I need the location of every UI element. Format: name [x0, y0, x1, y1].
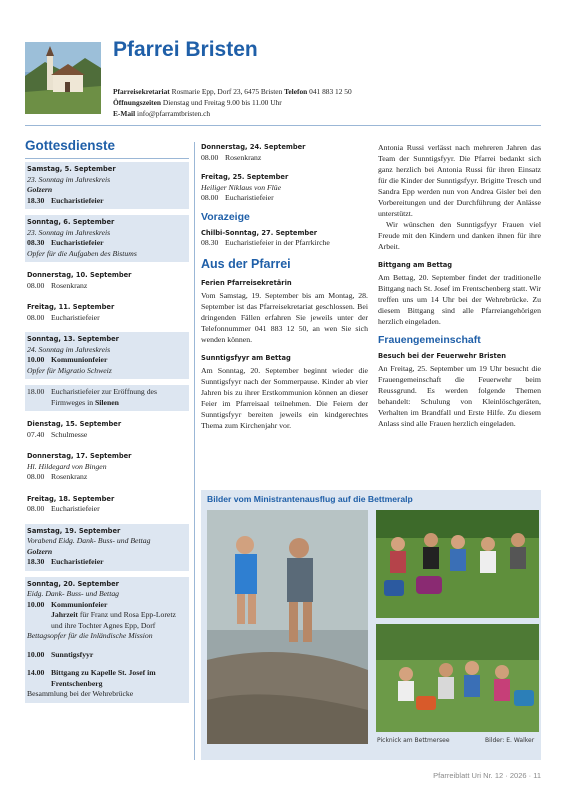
service-time: 10.00	[27, 355, 45, 364]
service-time: 14.00	[27, 668, 45, 677]
service-occasion: 23. Sonntag im Jahreskreis	[27, 174, 111, 184]
sunntigsfyyr-team-text: Antonia Russi verlässt nach mehreren Jahren das Team der Sunntigsfyyr. Die Pfarrei bedankt sich ganz herzlich bei Antonia Russi für ihren Einsatz für die Kinder der Sunntigsfyyr. Brigitte Tresch und Sandra Epp werden nun von Andrea Gisler bei den Vorbereitungen und der Durchführung der Anlässe unterstützt.	[378, 143, 541, 218]
service-block	[25, 492, 189, 518]
feuerwehr-text: An Freitag, 25. September um 19 Uhr besucht die Frauengemeinschaft die Feuerwehr beim Reussgrund. Es werden folgende Themen behandelt: Schulung von Kleinlöschgeräten, Verhalten im Brandfall und Erste Hilfe. Zu diesem Anlass sind alle Frauen herzlich eingeladen.	[378, 364, 541, 428]
page-title: Pfarrei Bristen	[113, 38, 258, 61]
service-block	[25, 577, 189, 703]
service-occasion: 23. Sonntag im Jahreskreis	[27, 227, 111, 237]
service-date: Dienstag, 15. September	[27, 420, 122, 428]
service-occasion: Hl. Hildegard von Bingen	[27, 461, 107, 471]
phone-number: 041 883 12 50	[309, 87, 352, 96]
secretariat-address: Rosmarie Epp, Dorf 23, 6475 Bristen	[171, 87, 283, 96]
contact-line-email	[113, 108, 533, 119]
service-time: 08.00	[27, 280, 45, 290]
photo-picnic-group	[376, 510, 539, 618]
service-time: 08.30	[27, 238, 45, 247]
vorazeige-heading: Vorazeige	[201, 210, 250, 223]
bittgang-text: Am Bettag, 20. September findet der traditionelle Bittgang nach St. Josef im Frentschenberg statt. Wir treffen uns um 14 Uhr bei der Wehrebrücke. Zu diesem Bittgang sind alle Pfarreiangehörigen herzlich eingeladen.	[378, 273, 541, 326]
service-offering: Opfer für die Aufgaben des Bistums	[27, 248, 137, 258]
service-block	[25, 268, 189, 294]
service-occasion: Eidg. Dank- Buss- und Bettag	[27, 589, 120, 598]
ferien-text: Vom Samstag, 19. September bis am Montag, 28. September ist das Pfarreisekretariat geschlossen. Bei dringenden Fällen erfahren Sie jeweils unter der Telefonnummer 041 883 12 50, an wen Sie sich wenden können.	[201, 290, 368, 344]
photo-children-in-mud	[207, 510, 368, 744]
service-event: Eucharistiefeier	[51, 238, 104, 247]
service-time: 08.00	[201, 193, 219, 202]
service-event: Bittgang zu Kapelle St. Josef im Frentschenberg	[51, 668, 156, 688]
service-block	[25, 215, 189, 262]
service-date: Donnerstag, 10. September	[27, 271, 132, 279]
contact-info	[113, 86, 533, 119]
photo-credit: Bilder: E. Walker	[485, 737, 535, 744]
service-block	[25, 417, 189, 443]
service-event: Eucharistiefeier in der Pfarrkirche	[225, 238, 330, 247]
service-event: Eucharistiefeier	[51, 557, 104, 566]
service-date: Donnerstag, 24. September	[201, 143, 306, 151]
service-block	[201, 142, 368, 163]
service-time: 18.00	[27, 387, 45, 396]
service-block	[25, 524, 189, 571]
section-rule	[25, 158, 189, 159]
page-footer: Pfarreiblatt Uri Nr. 12 · 2026 · 11	[433, 771, 541, 780]
column-divider	[194, 142, 195, 760]
service-date: Donnerstag, 17. September	[27, 452, 132, 460]
service-date: Samstag, 19. September	[27, 526, 121, 535]
photo-box-title: Bilder vom Ministrantenausflug auf die Bettmeralp	[207, 494, 413, 504]
service-time: 08.00	[27, 312, 45, 322]
service-offering: Opfer für Migratio Schweiz	[27, 365, 112, 375]
bittgang-subheading: Bittgang am Bettag	[378, 261, 453, 269]
hours-text: Dienstag und Freitag 9.00 bis 11.00 Uhr	[162, 98, 282, 107]
sunntigsfyyr-text: Am Sonntag, 20. September beginnt wieder die Sunntigsfyyr nach der Sommerpause. Kinder ab vier Jahren bis zu ihrer Erstkommunion können an dieser Feier im Pfarreisaal teilnehmen. Die Feiern der Sunntigsfyyr bereiten jeweils ein kindgerechtes Thema zum Kirchenjahr vor.	[201, 365, 368, 430]
meeting-point: Besammlung bei der Wehrebrücke	[27, 689, 134, 698]
service-block	[25, 385, 189, 411]
email-label: E-Mail	[113, 109, 136, 118]
secretariat-label: Pfarreisekretariat	[113, 87, 170, 96]
email-link[interactable]: info@pfarramtbristen.ch	[137, 109, 211, 118]
service-event: Schulmesse	[51, 429, 88, 439]
service-event: Kommunionfeier	[51, 355, 108, 364]
service-block	[25, 300, 189, 326]
service-date: Freitag, 18. September	[27, 494, 115, 503]
sunntigsfyyr-subheading: Sunntigsfyyr am Bettag	[201, 353, 291, 362]
service-time: 18.30	[27, 195, 45, 205]
contact-line-secretariat	[113, 86, 533, 97]
service-occasion: Heiliger Niklaus von Flüe	[201, 182, 282, 192]
service-date: Freitag, 25. September	[201, 173, 289, 181]
service-block	[201, 172, 368, 204]
jahrzeit-label: Jahrzeit	[51, 610, 78, 619]
service-location: Golzern	[27, 546, 53, 556]
gottesdienste-column	[25, 138, 189, 709]
jahrzeit-text: für Franz und Rosa Epp-Loretz und ihre Tochter Agnes Epp, Dorf	[51, 610, 176, 630]
column-two	[201, 142, 368, 431]
service-offering: Bettagsopfer für die Inländische Mission	[27, 631, 153, 640]
service-time: 10.00	[27, 649, 45, 659]
service-time: 18.30	[27, 557, 45, 566]
service-time: 10.00	[27, 599, 45, 609]
service-occasion: 24. Sonntag im Jahreskreis	[27, 344, 111, 354]
service-date: Sonntag, 6. September	[27, 218, 115, 226]
feuerwehr-subheading: Besuch bei der Feuerwehr Bristen	[378, 352, 507, 360]
ferien-subheading: Ferien Pfarreisekretärin	[201, 278, 292, 287]
header-divider	[25, 125, 541, 126]
service-event: Sunntigsfyyr	[51, 649, 94, 659]
service-block	[25, 449, 189, 486]
gottesdienste-heading: Gottesdienste	[25, 138, 116, 153]
sunntigsfyyr-thanks-text: Wir wünschen den Sunntigsfyyr Frauen viel Freude mit den Kindern und danken ihnen für ihre Arbeit.	[378, 220, 541, 251]
service-time: 08.30	[201, 238, 219, 247]
service-location: Silenen	[95, 397, 119, 407]
service-event: Eucharistiefeier zur Eröffnung des Firmweges in	[51, 387, 157, 407]
service-location: Golzern	[27, 185, 53, 194]
service-time: 08.00	[27, 504, 45, 513]
service-date: Sonntag, 13. September	[27, 335, 119, 343]
hours-label: Öffnungszeiten	[113, 98, 162, 107]
frauengemeinschaft-heading: Frauengemeinschaft	[378, 334, 481, 346]
photo-caption: Picknick am Bettmersee	[377, 737, 450, 744]
service-date: Sonntag, 20. September	[27, 579, 119, 588]
column-three	[378, 142, 541, 429]
service-occasion: Vorabend Eidg. Dank- Buss- und Bettag	[27, 536, 151, 545]
service-block	[201, 228, 368, 249]
service-event: Rosenkranz	[51, 280, 88, 290]
service-event: Eucharistiefeier	[51, 504, 100, 513]
service-event: Eucharistiefeier	[51, 195, 104, 205]
service-date: Freitag, 11. September	[27, 303, 115, 311]
service-block	[25, 332, 189, 379]
phone-label: Telefon	[284, 87, 308, 96]
photo-picnic-at-lake	[376, 624, 539, 732]
contact-line-hours	[113, 97, 533, 108]
service-event: Rosenkranz	[51, 472, 88, 481]
service-time: 08.00	[27, 472, 45, 481]
service-date: Samstag, 5. September	[27, 165, 116, 173]
service-event: Eucharistiefeier	[225, 193, 274, 202]
service-time: 07.40	[27, 429, 45, 439]
service-event: Kommunionfeier	[51, 599, 108, 609]
service-time: 08.00	[201, 152, 219, 162]
service-event: Rosenkranz	[225, 152, 262, 162]
service-block	[25, 162, 189, 209]
service-date: Chilbi-Sonntag, 27. September	[201, 228, 318, 237]
church-photo	[25, 42, 101, 114]
aus-der-pfarrei-heading: Aus der Pfarrei	[201, 256, 291, 271]
service-event: Eucharistiefeier	[51, 312, 100, 322]
